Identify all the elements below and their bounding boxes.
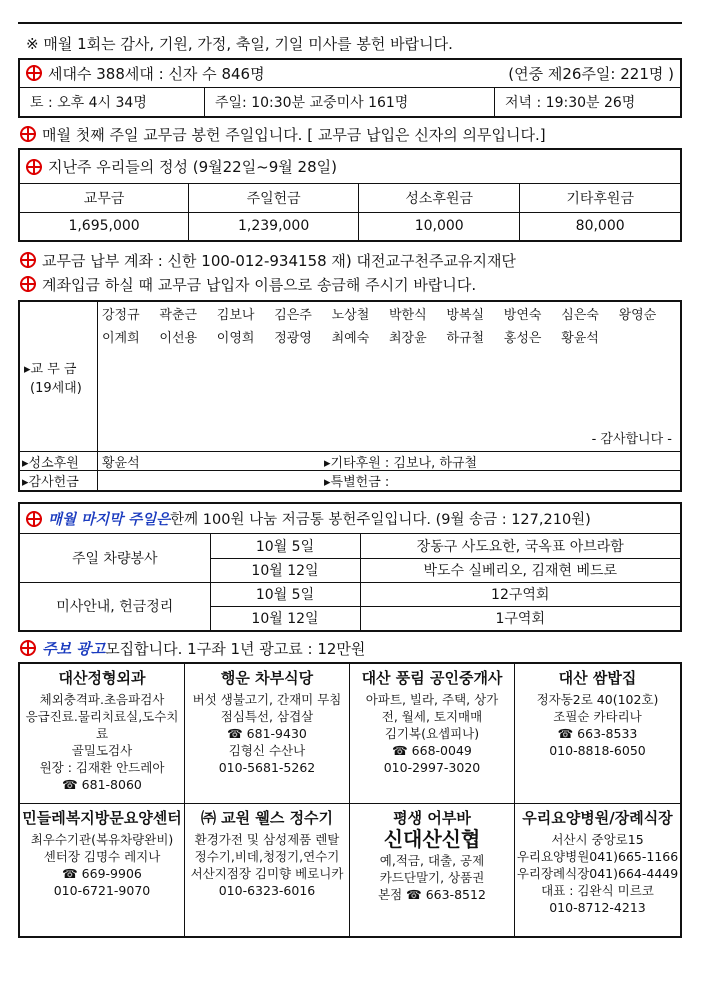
header-tithe: 교무금: [20, 184, 189, 212]
value-other: 80,000: [520, 212, 680, 240]
ad-line: 김형신 수산나: [228, 743, 306, 758]
header-vocation: 성소후원금: [359, 184, 520, 212]
service-row: [20, 534, 680, 558]
offerings-title: 지난주 우리들의 정성 (9월22일~9월 28일): [20, 150, 680, 184]
donor-name: 방복실: [446, 308, 485, 323]
donor-name: 왕영순: [618, 308, 657, 323]
saturday-mass: 토 : 오후 4시 34명: [20, 88, 205, 116]
thanksgiving-row: [20, 471, 680, 490]
week-text: (연중 제26주일: 221명 ): [508, 65, 674, 83]
donor-name: 최예숙: [331, 331, 370, 346]
thanks-text: - 감사합니다 -: [591, 432, 672, 447]
vocation-value: 황윤석: [102, 455, 140, 471]
cross-icon: [20, 640, 36, 656]
ad-title: 행운 차부식당: [220, 669, 314, 687]
cross-icon: [20, 126, 36, 142]
ad-line: 점심특선, 삼겹살: [220, 709, 314, 724]
donor-name: 강정규: [102, 308, 140, 323]
ad-title: 평생 어부바: [393, 809, 471, 827]
ad-line: 응급진료.물리치료실,도수치료: [25, 709, 179, 741]
value-vocation: 10,000: [359, 212, 520, 240]
donor-name: 하규철: [446, 331, 485, 346]
ad-line: 김기복(요셉피나): [384, 726, 480, 741]
ad-line: 서산시 중앙로15: [551, 832, 644, 847]
account-line: 교무금 납부 계좌 : 신한 100-012-934158 재) 대전교구천주교유지재단: [18, 248, 682, 272]
tithe-donors: [20, 302, 680, 452]
service-row: [20, 582, 680, 606]
ad-line: 010-2997-3020: [383, 760, 481, 775]
household-row: [20, 60, 680, 88]
donor-name-grid: [102, 304, 676, 346]
ad-line: 010-6721-9070: [53, 883, 151, 898]
ad-line: 체외충격파.초음파검사: [39, 692, 165, 707]
service-date: 10월 12일: [210, 558, 360, 582]
ad-card: [185, 664, 350, 804]
donor-name: 최장윤: [389, 331, 427, 346]
service-role: 주일 차량봉사: [20, 534, 210, 582]
ad-line: 환경가전 및 삼성제품 렌탈: [194, 832, 340, 847]
sunday-mass: 주일: 10:30분 교중미사 161명: [205, 88, 495, 116]
donors-box: [18, 300, 682, 492]
ad-line: 아파트, 빌라, 주택, 상가: [365, 692, 499, 707]
ad-title: 대산 쌈밥집: [558, 669, 637, 687]
ad-line: 대표 : 김완식 미르코: [541, 883, 654, 898]
donor-name: 곽춘근: [159, 308, 198, 323]
service-role: 미사안내, 헌금정리: [20, 582, 210, 630]
ad-card: [20, 664, 185, 804]
donor-names: [98, 302, 680, 451]
donor-name: 황윤석: [561, 331, 599, 346]
donor-name: 노상철: [331, 308, 370, 323]
bulletin-page: [18, 22, 682, 938]
vocation-label: ▸성소후원: [20, 452, 98, 470]
ad-notice: 주보 광고 모집합니다. 1구좌 1년 광고료 : 12만원: [18, 634, 682, 662]
ad-line: 본점 ☎ 663-8512: [378, 887, 486, 902]
ad-line: 서산지점장 김미향 베로니카: [190, 866, 344, 881]
ad-line: 골밀도검사: [71, 743, 133, 758]
donor-name: 정광영: [274, 331, 312, 346]
ad-line: 010-5681-5262: [218, 760, 316, 775]
ad-line: 버섯 생불고기, 간재미 무침: [192, 692, 342, 707]
attendance-box: [18, 58, 682, 118]
ad-line: 카드단말기, 상품권: [379, 870, 485, 885]
service-table: [20, 534, 680, 630]
donor-name: 김보나: [216, 308, 255, 323]
ad-line: 원장 : 김재환 안드레아: [39, 760, 165, 775]
mass-notice: ※ 매월 1회는 감사, 기원, 가정, 축일, 기일 미사를 봉헌 바랍니다.: [26, 35, 453, 53]
offerings-header-row: [20, 184, 680, 212]
ad-line: 010-8818-6050: [549, 743, 646, 758]
ad-line: ☎ 669-9906: [62, 866, 142, 881]
value-sunday: 1,239,000: [189, 212, 359, 240]
vocation-row: [20, 452, 680, 471]
ad-title: 민들레복지방문요양센터: [22, 809, 182, 827]
special-donation: ▸특별헌금 :: [324, 475, 390, 490]
ad-title: 대산정형외과: [58, 669, 146, 687]
header-sunday: 주일헌금: [189, 184, 359, 212]
ad-line: 예,적금, 대출, 공제: [379, 853, 485, 868]
ad-line: 전, 월세, 토지매매: [381, 709, 483, 724]
ad-big-title: 신대산신협: [383, 827, 481, 851]
ad-card: [350, 664, 515, 804]
service-who: 12구역회: [360, 582, 680, 606]
tithe-label: ▸교 무 금 (19세대): [20, 302, 98, 451]
other-donation: ▸기타후원 : 김보나, 하규철: [324, 455, 478, 471]
ad-title: 대산 풍림 공인중개사: [361, 669, 503, 687]
offerings-table: [20, 184, 680, 240]
offerings-value-row: [20, 212, 680, 240]
service-date: 10월 5일: [210, 582, 360, 606]
ad-card: [20, 804, 185, 936]
offerings-box: [18, 148, 682, 242]
cross-icon: [26, 65, 42, 81]
ad-card: [185, 804, 350, 936]
service-date: 10월 12일: [210, 606, 360, 630]
cross-icon: [26, 159, 42, 175]
ad-line: ☎ 663-8533: [557, 726, 638, 741]
thanksgiving-label: ▸감사헌금: [20, 471, 98, 490]
donor-name: 이선용: [159, 331, 198, 346]
ad-card: [515, 664, 680, 804]
donor-name: 홍성은: [503, 331, 542, 346]
donor-name: 방연숙: [503, 308, 542, 323]
transfer-line: 계좌입금 하실 때 교무금 납입자 이름으로 송금해 주시기 바랍니다.: [18, 272, 682, 296]
header-other: 기타후원금: [520, 184, 680, 212]
ad-title: ㈜ 교원 웰스 정수기: [200, 809, 334, 827]
cross-icon: [26, 511, 42, 527]
donor-name: 박한식: [389, 308, 427, 323]
tithe-sunday-notice: 매월 첫째 주일 교무금 봉헌 주일입니다. [ 교무금 납입은 신자의 의무입니다.]: [18, 120, 682, 148]
service-head: 매월 마지막 주일은 한께 100원 나눔 저금통 봉헌주일입니다. (9월 송금 : 127,210원): [20, 504, 680, 534]
service-who: 장동구 사도요한, 국옥표 아브라함: [360, 534, 680, 558]
donor-name: 이영희: [216, 331, 255, 346]
ad-title: 우리요양병원/장례식장: [522, 809, 673, 827]
service-box: [18, 502, 682, 632]
cross-icon: [20, 276, 36, 292]
donor-name: 이계희: [102, 331, 140, 346]
ad-line: 최우수기관(복유차량완비): [30, 832, 174, 847]
service-who: 박도수 실베리오, 김재현 베드로: [360, 558, 680, 582]
donor-name: 심은숙: [561, 308, 599, 323]
donor-name: 김은주: [274, 308, 312, 323]
ad-line: 조필순 카타리나: [553, 709, 642, 724]
household-text: 세대수 388세대 : 신자 수 846명: [26, 63, 265, 84]
ads-grid: [18, 662, 682, 938]
service-date: 10월 5일: [210, 534, 360, 558]
cross-icon: [20, 252, 36, 268]
ad-line: 우리장례식장041)664-4449: [516, 866, 679, 881]
ad-line: 우리요양병원041)665-1166: [516, 849, 679, 864]
value-tithe: 1,695,000: [20, 212, 189, 240]
service-who: 1구역회: [360, 606, 680, 630]
ad-card: [515, 804, 680, 936]
ad-card: [350, 804, 515, 936]
ad-line: 010-6323-6016: [218, 883, 316, 898]
evening-mass: 저녁 : 19:30분 26명: [505, 95, 636, 111]
ad-line: ☎ 681-9430: [227, 726, 307, 741]
ad-line: 010-8712-4213: [549, 900, 646, 915]
mass-times-row: [20, 88, 680, 116]
ad-line: 정수기,비데,청정기,연수기: [194, 849, 340, 864]
ad-line: 센터장 김명수 레지나: [43, 849, 161, 864]
ad-line: ☎ 681-8060: [62, 777, 142, 792]
ad-line: 정자동2로 40(102호): [536, 692, 659, 707]
ad-line: ☎ 668-0049: [392, 743, 472, 758]
